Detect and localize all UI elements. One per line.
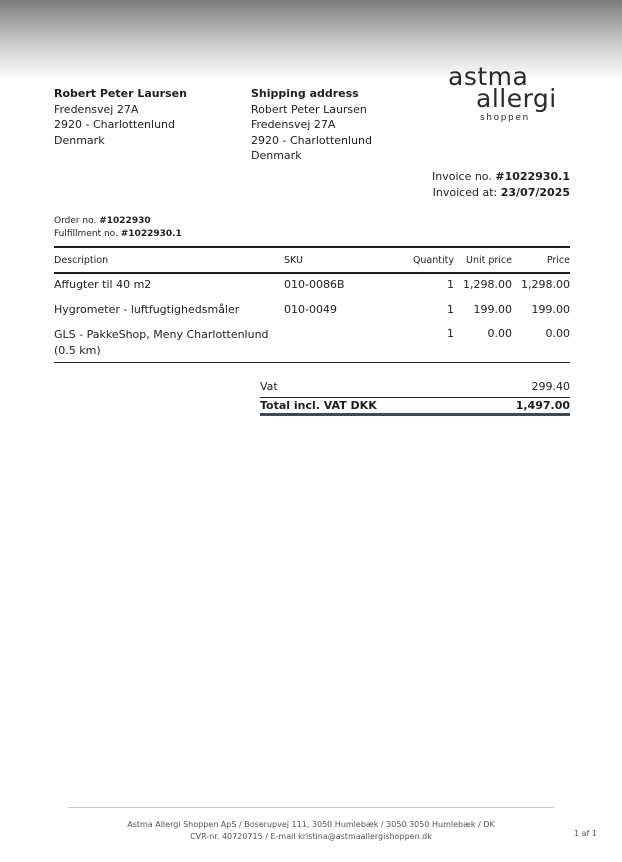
header-quantity: Quantity bbox=[412, 255, 454, 266]
row-1-unit-price: 1,298.00 bbox=[463, 278, 512, 291]
billing-name: Robert Peter Laursen bbox=[54, 87, 187, 100]
invoice-date-label: Invoiced at: bbox=[432, 185, 498, 199]
order-number-label: Order no. bbox=[54, 216, 97, 226]
row-2-unit-price: 199.00 bbox=[473, 303, 512, 316]
header-description: Description bbox=[54, 255, 109, 266]
order-number-line bbox=[54, 215, 182, 228]
vat-label: Vat bbox=[260, 380, 278, 393]
header-sku: SKU bbox=[284, 255, 303, 266]
brand-logo bbox=[448, 64, 568, 128]
vat-value: 299.40 bbox=[531, 380, 570, 393]
invoice-date-line bbox=[432, 185, 570, 201]
footer-rule bbox=[68, 807, 554, 808]
totals-divider bbox=[260, 397, 570, 398]
invoice-meta bbox=[432, 169, 570, 200]
billing-country: Denmark bbox=[54, 133, 105, 147]
invoice-number: #1022930.1 bbox=[495, 170, 570, 183]
logo-line-1: astma bbox=[448, 62, 529, 91]
row-2-description: Hygrometer - luftfugtighedsmåler bbox=[54, 303, 240, 316]
table-top-rule bbox=[54, 246, 570, 248]
billing-address bbox=[54, 86, 187, 148]
header-unit-price: Unit price bbox=[465, 255, 512, 266]
row-3-price: 0.00 bbox=[545, 327, 570, 340]
total-label: Total incl. VAT DKK bbox=[260, 399, 377, 412]
row-2-price: 199.00 bbox=[531, 303, 570, 316]
header-price: Price bbox=[546, 255, 570, 266]
page-number: 1 af 1 bbox=[574, 829, 597, 838]
row-1-price: 1,298.00 bbox=[521, 278, 570, 291]
shipping-name: Robert Peter Laursen bbox=[251, 102, 367, 116]
shipping-country: Denmark bbox=[251, 149, 302, 162]
row-2-quantity: 1 bbox=[447, 303, 454, 316]
table-header-rule bbox=[54, 272, 570, 274]
row-1-sku: 010-0086B bbox=[284, 278, 345, 291]
fulfillment-number-label: Fulfillment no. bbox=[54, 228, 118, 239]
totals-underline-bar bbox=[260, 413, 570, 416]
row-2-sku: 010-0049 bbox=[284, 303, 337, 316]
row-3-quantity: 1 bbox=[447, 327, 454, 340]
table-end-rule bbox=[54, 362, 570, 363]
footer-contact-line: CVR-nr. 40720715 / E-mail kristina@astmaallergishoppen.dk bbox=[190, 832, 432, 841]
row-3-unit-price: 0.00 bbox=[487, 327, 512, 340]
fulfillment-number: #1022930.1 bbox=[120, 228, 182, 239]
invoice-date: 23/07/2025 bbox=[500, 185, 570, 199]
shipping-city: 2920 - Charlottenlund bbox=[251, 133, 373, 147]
row-1-description: Affugter til 40 m2 bbox=[54, 278, 152, 291]
footer-company-line: Astma Allergi Shoppen ApS / Boserupvej 111, 3050 Humlebæk / 3050 3050 Humlebæk / DK bbox=[127, 820, 495, 829]
invoice-number-line bbox=[432, 169, 570, 185]
footer bbox=[0, 819, 622, 843]
shipping-street: Fredensvej 27A bbox=[251, 118, 336, 131]
row-3-description: GLS - PakkeShop, Meny Charlottenlund (0.5 km) bbox=[54, 328, 269, 357]
logo-line-2: allergi bbox=[476, 84, 557, 113]
row-1-quantity: 1 bbox=[447, 278, 454, 291]
logo-line-3: shoppen bbox=[480, 113, 530, 123]
total-value: 1,497.00 bbox=[515, 399, 570, 412]
fulfillment-number-line bbox=[54, 228, 182, 241]
order-meta bbox=[54, 215, 182, 240]
invoice-number-label: Invoice no. bbox=[432, 170, 492, 183]
shipping-heading: Shipping address bbox=[251, 87, 359, 100]
order-number: #1022930 bbox=[99, 216, 151, 226]
shipping-address bbox=[251, 86, 372, 164]
billing-city: 2920 - Charlottenlund bbox=[54, 118, 176, 131]
billing-street: Fredensvej 27A bbox=[54, 102, 139, 116]
